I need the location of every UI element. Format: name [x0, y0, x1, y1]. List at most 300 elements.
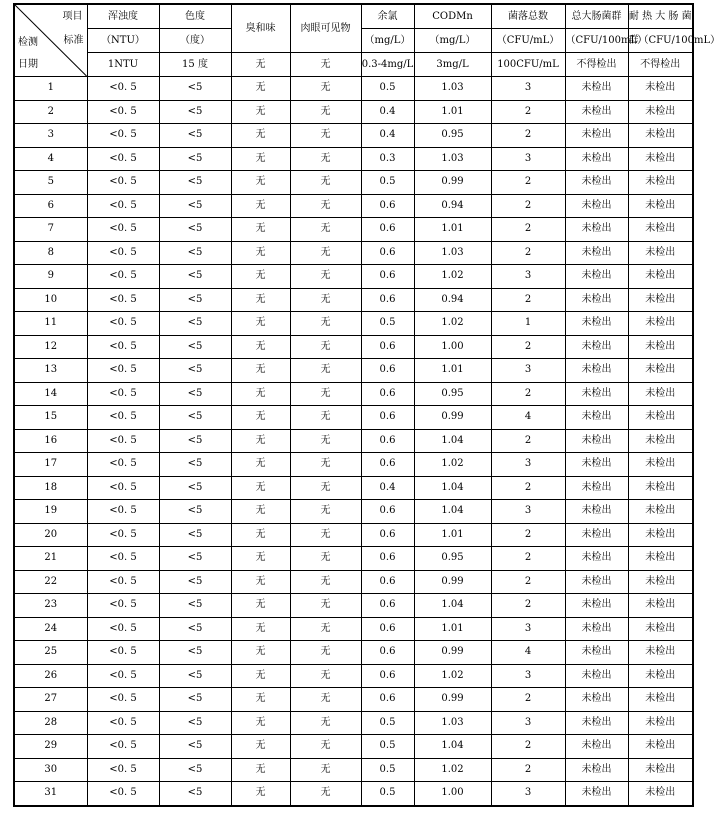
cell-colony: 2 — [491, 735, 565, 759]
cell-coliform: 未检出 — [565, 570, 628, 594]
cell-codmn: 0.95 — [414, 124, 491, 148]
cell-turbidity: <0. 5 — [87, 641, 159, 665]
cell-odor: 无 — [231, 547, 290, 571]
cell-visible: 无 — [290, 312, 361, 336]
cell-turbidity: <0. 5 — [87, 476, 159, 500]
table-row — [14, 429, 693, 453]
cell-date: 7 — [14, 218, 87, 242]
corner-date-label: 日期 — [18, 59, 38, 70]
cell-turbidity: <0. 5 — [87, 147, 159, 171]
col-header-odor: 臭和味 — [231, 4, 290, 53]
cell-turbidity: <0. 5 — [87, 594, 159, 618]
cell-colony: 3 — [491, 147, 565, 171]
cell-chlorine: 0.6 — [361, 594, 414, 618]
cell-visible: 无 — [290, 429, 361, 453]
table-row — [14, 288, 693, 312]
cell-thermo-coliform: 未检出 — [628, 288, 693, 312]
cell-date: 5 — [14, 171, 87, 195]
cell-turbidity: <0. 5 — [87, 359, 159, 383]
cell-coliform: 未检出 — [565, 758, 628, 782]
cell-chlorine: 0.6 — [361, 288, 414, 312]
cell-thermo-coliform: 未检出 — [628, 429, 693, 453]
cell-thermo-coliform: 未检出 — [628, 77, 693, 101]
table-row — [14, 570, 693, 594]
std-visible: 无 — [290, 53, 361, 77]
cell-odor: 无 — [231, 758, 290, 782]
cell-odor: 无 — [231, 218, 290, 242]
cell-turbidity: <0. 5 — [87, 570, 159, 594]
cell-color: <5 — [159, 359, 231, 383]
cell-date: 25 — [14, 641, 87, 665]
cell-thermo-coliform: 未检出 — [628, 500, 693, 524]
std-chlorine: 0.3-4mg/L — [361, 53, 414, 77]
cell-codmn: 1.01 — [414, 523, 491, 547]
cell-odor: 无 — [231, 100, 290, 124]
cell-odor: 无 — [231, 335, 290, 359]
cell-codmn: 0.99 — [414, 688, 491, 712]
cell-thermo-coliform: 未检出 — [628, 124, 693, 148]
cell-visible: 无 — [290, 617, 361, 641]
cell-visible: 无 — [290, 265, 361, 289]
cell-codmn: 1.04 — [414, 594, 491, 618]
cell-visible: 无 — [290, 500, 361, 524]
cell-thermo-coliform: 未检出 — [628, 218, 693, 242]
cell-codmn: 0.94 — [414, 288, 491, 312]
cell-visible: 无 — [290, 594, 361, 618]
table-row — [14, 359, 693, 383]
cell-chlorine: 0.6 — [361, 641, 414, 665]
cell-odor: 无 — [231, 641, 290, 665]
cell-visible: 无 — [290, 100, 361, 124]
cell-coliform: 未检出 — [565, 359, 628, 383]
cell-turbidity: <0. 5 — [87, 312, 159, 336]
cell-codmn: 1.01 — [414, 359, 491, 383]
cell-color: <5 — [159, 688, 231, 712]
cell-thermo-coliform: 未检出 — [628, 453, 693, 477]
cell-date: 12 — [14, 335, 87, 359]
cell-thermo-coliform: 未检出 — [628, 570, 693, 594]
cell-odor: 无 — [231, 735, 290, 759]
cell-chlorine: 0.3 — [361, 147, 414, 171]
cell-codmn: 0.99 — [414, 570, 491, 594]
cell-coliform: 未检出 — [565, 100, 628, 124]
cell-codmn: 1.04 — [414, 735, 491, 759]
cell-codmn: 1.02 — [414, 453, 491, 477]
cell-codmn: 1.04 — [414, 429, 491, 453]
cell-chlorine: 0.5 — [361, 711, 414, 735]
cell-odor: 无 — [231, 406, 290, 430]
std-turbidity: 1NTU — [87, 53, 159, 77]
cell-date: 19 — [14, 500, 87, 524]
table-row — [14, 147, 693, 171]
col-header-codmn: CODMn — [414, 4, 491, 29]
cell-coliform: 未检出 — [565, 500, 628, 524]
table-row — [14, 500, 693, 524]
cell-codmn: 1.01 — [414, 218, 491, 242]
cell-codmn: 0.99 — [414, 641, 491, 665]
std-coliform: 不得检出 — [565, 53, 628, 77]
cell-date: 21 — [14, 547, 87, 571]
cell-codmn: 1.03 — [414, 77, 491, 101]
cell-color: <5 — [159, 735, 231, 759]
cell-colony: 2 — [491, 218, 565, 242]
cell-colony: 3 — [491, 453, 565, 477]
cell-codmn: 1.03 — [414, 711, 491, 735]
cell-codmn: 0.94 — [414, 194, 491, 218]
cell-color: <5 — [159, 241, 231, 265]
table-row — [14, 241, 693, 265]
cell-turbidity: <0. 5 — [87, 100, 159, 124]
cell-color: <5 — [159, 500, 231, 524]
cell-colony: 2 — [491, 429, 565, 453]
cell-color: <5 — [159, 476, 231, 500]
table-row — [14, 641, 693, 665]
cell-odor: 无 — [231, 77, 290, 101]
cell-chlorine: 0.4 — [361, 100, 414, 124]
cell-codmn: 1.00 — [414, 335, 491, 359]
cell-turbidity: <0. 5 — [87, 382, 159, 406]
table-row — [14, 453, 693, 477]
cell-odor: 无 — [231, 382, 290, 406]
cell-visible: 无 — [290, 171, 361, 195]
cell-coliform: 未检出 — [565, 617, 628, 641]
cell-thermo-coliform: 未检出 — [628, 312, 693, 336]
cell-thermo-coliform: 未检出 — [628, 335, 693, 359]
cell-colony: 2 — [491, 194, 565, 218]
cell-thermo-coliform: 未检出 — [628, 711, 693, 735]
cell-coliform: 未检出 — [565, 241, 628, 265]
col-header-chlorine: 余氯 — [361, 4, 414, 29]
cell-date: 17 — [14, 453, 87, 477]
cell-coliform: 未检出 — [565, 335, 628, 359]
cell-turbidity: <0. 5 — [87, 265, 159, 289]
cell-visible: 无 — [290, 77, 361, 101]
cell-turbidity: <0. 5 — [87, 758, 159, 782]
cell-chlorine: 0.6 — [361, 664, 414, 688]
cell-coliform: 未检出 — [565, 782, 628, 806]
cell-coliform: 未检出 — [565, 594, 628, 618]
cell-odor: 无 — [231, 711, 290, 735]
cell-color: <5 — [159, 758, 231, 782]
cell-colony: 2 — [491, 570, 565, 594]
cell-turbidity: <0. 5 — [87, 782, 159, 806]
cell-colony: 2 — [491, 288, 565, 312]
table-row — [14, 171, 693, 195]
table-row — [14, 617, 693, 641]
cell-thermo-coliform: 未检出 — [628, 476, 693, 500]
cell-thermo-coliform: 未检出 — [628, 735, 693, 759]
cell-coliform: 未检出 — [565, 194, 628, 218]
table-row — [14, 688, 693, 712]
cell-color: <5 — [159, 124, 231, 148]
cell-date: 24 — [14, 617, 87, 641]
cell-odor: 无 — [231, 782, 290, 806]
cell-coliform: 未检出 — [565, 429, 628, 453]
cell-thermo-coliform: 未检出 — [628, 382, 693, 406]
cell-turbidity: <0. 5 — [87, 500, 159, 524]
cell-odor: 无 — [231, 359, 290, 383]
cell-colony: 3 — [491, 664, 565, 688]
cell-colony: 3 — [491, 711, 565, 735]
cell-chlorine: 0.6 — [361, 359, 414, 383]
cell-odor: 无 — [231, 688, 290, 712]
cell-odor: 无 — [231, 241, 290, 265]
cell-turbidity: <0. 5 — [87, 664, 159, 688]
cell-color: <5 — [159, 312, 231, 336]
cell-thermo-coliform: 未检出 — [628, 100, 693, 124]
cell-codmn: 0.95 — [414, 547, 491, 571]
std-colony: 100CFU/mL — [491, 53, 565, 77]
cell-codmn: 0.99 — [414, 171, 491, 195]
cell-colony: 1 — [491, 312, 565, 336]
cell-turbidity: <0. 5 — [87, 288, 159, 312]
cell-colony: 2 — [491, 476, 565, 500]
cell-visible: 无 — [290, 124, 361, 148]
cell-date: 23 — [14, 594, 87, 618]
col-header-color: 色度 — [159, 4, 231, 29]
table-row — [14, 265, 693, 289]
cell-colony: 3 — [491, 359, 565, 383]
cell-codmn: 1.03 — [414, 147, 491, 171]
cell-coliform: 未检出 — [565, 382, 628, 406]
cell-chlorine: 0.6 — [361, 523, 414, 547]
cell-chlorine: 0.6 — [361, 500, 414, 524]
cell-visible: 无 — [290, 476, 361, 500]
cell-thermo-coliform: 未检出 — [628, 241, 693, 265]
cell-visible: 无 — [290, 382, 361, 406]
std-color: 15 度 — [159, 53, 231, 77]
cell-codmn: 1.02 — [414, 265, 491, 289]
table-row — [14, 782, 693, 806]
cell-date: 15 — [14, 406, 87, 430]
cell-coliform: 未检出 — [565, 124, 628, 148]
cell-visible: 无 — [290, 218, 361, 242]
cell-coliform: 未检出 — [565, 523, 628, 547]
cell-chlorine: 0.5 — [361, 782, 414, 806]
cell-color: <5 — [159, 641, 231, 665]
std-thermo-coliform: 不得检出 — [628, 53, 693, 77]
cell-coliform: 未检出 — [565, 288, 628, 312]
corner-cell — [14, 4, 87, 77]
cell-coliform: 未检出 — [565, 406, 628, 430]
corner-item-label: 项目 — [62, 11, 83, 22]
cell-colony: 2 — [491, 688, 565, 712]
cell-odor: 无 — [231, 171, 290, 195]
cell-chlorine: 0.4 — [361, 476, 414, 500]
cell-codmn: 1.04 — [414, 476, 491, 500]
cell-colony: 2 — [491, 523, 565, 547]
cell-turbidity: <0. 5 — [87, 617, 159, 641]
table-row — [14, 100, 693, 124]
cell-chlorine: 0.5 — [361, 77, 414, 101]
cell-color: <5 — [159, 265, 231, 289]
cell-date: 20 — [14, 523, 87, 547]
table-row — [14, 758, 693, 782]
col-unit-coliform: （CFU/100mL） — [565, 29, 628, 53]
cell-color: <5 — [159, 406, 231, 430]
cell-codmn: 1.02 — [414, 664, 491, 688]
cell-date: 11 — [14, 312, 87, 336]
table-row — [14, 124, 693, 148]
cell-thermo-coliform: 未检出 — [628, 641, 693, 665]
cell-visible: 无 — [290, 735, 361, 759]
cell-color: <5 — [159, 429, 231, 453]
col-header-thermo-coliform: 耐 热 大 肠 菌 — [628, 4, 693, 29]
col-unit-chlorine: （mg/L） — [361, 29, 414, 53]
cell-thermo-coliform: 未检出 — [628, 594, 693, 618]
table-row — [14, 735, 693, 759]
col-unit-thermo-coliform: 群（CFU/100mL） — [628, 29, 693, 53]
cell-date: 26 — [14, 664, 87, 688]
cell-coliform: 未检出 — [565, 688, 628, 712]
cell-colony: 3 — [491, 77, 565, 101]
cell-turbidity: <0. 5 — [87, 406, 159, 430]
cell-coliform: 未检出 — [565, 664, 628, 688]
cell-date: 28 — [14, 711, 87, 735]
cell-odor: 无 — [231, 500, 290, 524]
cell-odor: 无 — [231, 453, 290, 477]
cell-visible: 无 — [290, 359, 361, 383]
cell-visible: 无 — [290, 288, 361, 312]
cell-colony: 2 — [491, 382, 565, 406]
col-unit-codmn: （mg/L） — [414, 29, 491, 53]
cell-visible: 无 — [290, 335, 361, 359]
cell-turbidity: <0. 5 — [87, 547, 159, 571]
cell-color: <5 — [159, 171, 231, 195]
cell-thermo-coliform: 未检出 — [628, 359, 693, 383]
cell-thermo-coliform: 未检出 — [628, 782, 693, 806]
cell-odor: 无 — [231, 265, 290, 289]
cell-odor: 无 — [231, 288, 290, 312]
cell-color: <5 — [159, 335, 231, 359]
cell-chlorine: 0.5 — [361, 312, 414, 336]
cell-date: 6 — [14, 194, 87, 218]
table-row — [14, 523, 693, 547]
cell-odor: 无 — [231, 429, 290, 453]
cell-date: 4 — [14, 147, 87, 171]
cell-colony: 3 — [491, 500, 565, 524]
cell-turbidity: <0. 5 — [87, 711, 159, 735]
cell-odor: 无 — [231, 570, 290, 594]
cell-visible: 无 — [290, 547, 361, 571]
table-row — [14, 711, 693, 735]
cell-date: 30 — [14, 758, 87, 782]
cell-color: <5 — [159, 664, 231, 688]
cell-turbidity: <0. 5 — [87, 735, 159, 759]
cell-color: <5 — [159, 288, 231, 312]
cell-date: 31 — [14, 782, 87, 806]
cell-color: <5 — [159, 100, 231, 124]
cell-thermo-coliform: 未检出 — [628, 171, 693, 195]
table-row — [14, 77, 693, 101]
cell-visible: 无 — [290, 523, 361, 547]
cell-colony: 2 — [491, 335, 565, 359]
cell-odor: 无 — [231, 617, 290, 641]
table-row — [14, 382, 693, 406]
cell-turbidity: <0. 5 — [87, 77, 159, 101]
col-header-colony: 菌落总数 — [491, 4, 565, 29]
cell-color: <5 — [159, 382, 231, 406]
cell-date: 27 — [14, 688, 87, 712]
cell-chlorine: 0.5 — [361, 171, 414, 195]
cell-turbidity: <0. 5 — [87, 335, 159, 359]
table-row — [14, 594, 693, 618]
cell-codmn: 1.01 — [414, 617, 491, 641]
cell-coliform: 未检出 — [565, 312, 628, 336]
cell-color: <5 — [159, 547, 231, 571]
cell-turbidity: <0. 5 — [87, 688, 159, 712]
cell-date: 14 — [14, 382, 87, 406]
cell-date: 29 — [14, 735, 87, 759]
cell-visible: 无 — [290, 758, 361, 782]
cell-chlorine: 0.6 — [361, 688, 414, 712]
col-header-coliform: 总大肠菌群 — [565, 4, 628, 29]
cell-color: <5 — [159, 147, 231, 171]
cell-chlorine: 0.6 — [361, 406, 414, 430]
cell-codmn: 1.02 — [414, 312, 491, 336]
cell-visible: 无 — [290, 570, 361, 594]
cell-codmn: 1.00 — [414, 782, 491, 806]
cell-thermo-coliform: 未检出 — [628, 664, 693, 688]
cell-colony: 2 — [491, 758, 565, 782]
cell-odor: 无 — [231, 312, 290, 336]
cell-turbidity: <0. 5 — [87, 194, 159, 218]
cell-date: 13 — [14, 359, 87, 383]
cell-date: 10 — [14, 288, 87, 312]
cell-coliform: 未检出 — [565, 171, 628, 195]
cell-date: 16 — [14, 429, 87, 453]
cell-date: 8 — [14, 241, 87, 265]
table-row — [14, 406, 693, 430]
std-odor: 无 — [231, 53, 290, 77]
cell-coliform: 未检出 — [565, 453, 628, 477]
cell-odor: 无 — [231, 147, 290, 171]
cell-thermo-coliform: 未检出 — [628, 617, 693, 641]
cell-codmn: 1.04 — [414, 500, 491, 524]
cell-color: <5 — [159, 711, 231, 735]
cell-date: 22 — [14, 570, 87, 594]
cell-coliform: 未检出 — [565, 147, 628, 171]
cell-coliform: 未检出 — [565, 711, 628, 735]
cell-colony: 2 — [491, 594, 565, 618]
cell-coliform: 未检出 — [565, 641, 628, 665]
cell-visible: 无 — [290, 711, 361, 735]
cell-date: 3 — [14, 124, 87, 148]
cell-chlorine: 0.6 — [361, 194, 414, 218]
cell-thermo-coliform: 未检出 — [628, 547, 693, 571]
cell-chlorine: 0.6 — [361, 453, 414, 477]
cell-coliform: 未检出 — [565, 77, 628, 101]
cell-colony: 2 — [491, 241, 565, 265]
cell-coliform: 未检出 — [565, 476, 628, 500]
cell-color: <5 — [159, 194, 231, 218]
cell-turbidity: <0. 5 — [87, 218, 159, 242]
cell-thermo-coliform: 未检出 — [628, 688, 693, 712]
col-unit-colony: （CFU/mL） — [491, 29, 565, 53]
table-row — [14, 664, 693, 688]
cell-colony: 4 — [491, 641, 565, 665]
cell-codmn: 1.02 — [414, 758, 491, 782]
cell-visible: 无 — [290, 194, 361, 218]
cell-visible: 无 — [290, 641, 361, 665]
cell-odor: 无 — [231, 523, 290, 547]
cell-chlorine: 0.6 — [361, 382, 414, 406]
cell-coliform: 未检出 — [565, 218, 628, 242]
cell-thermo-coliform: 未检出 — [628, 758, 693, 782]
cell-colony: 2 — [491, 171, 565, 195]
cell-turbidity: <0. 5 — [87, 453, 159, 477]
corner-test-label: 检测 — [18, 37, 38, 48]
